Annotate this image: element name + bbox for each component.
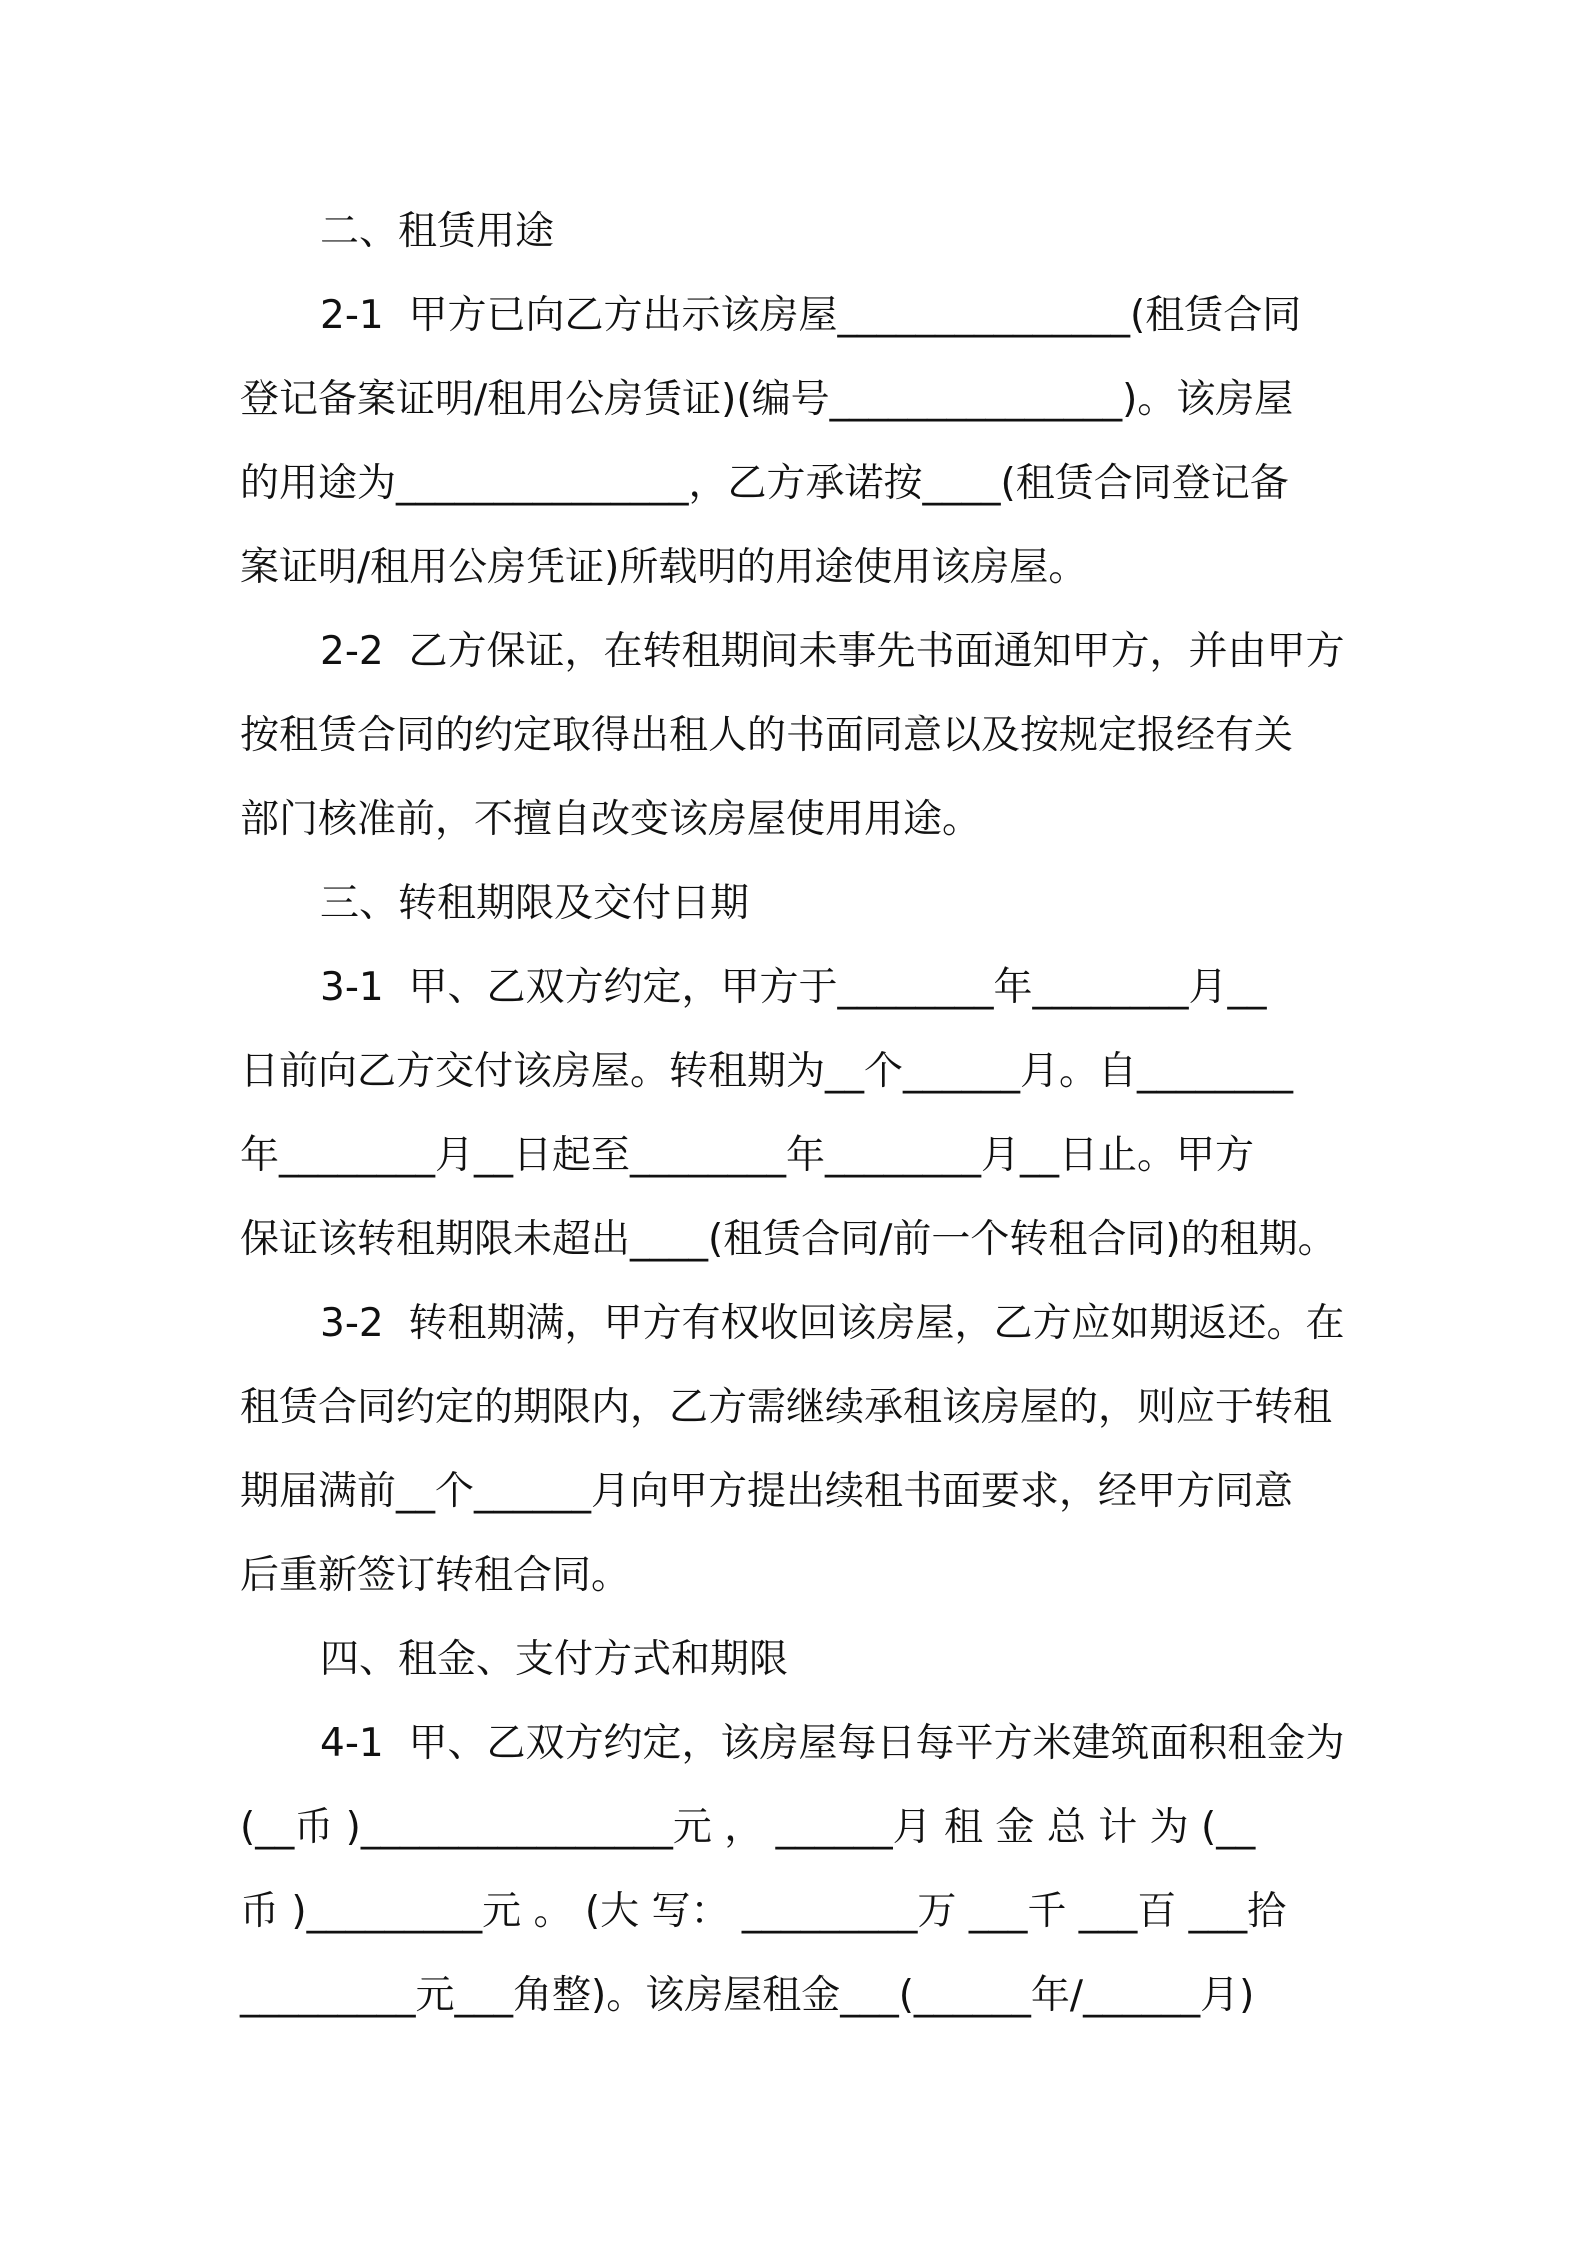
paragraph-3-1-line-1: 3-1 甲、乙双方约定，甲方于________年________月__ (320, 965, 1267, 1010)
paragraph-3-2-line-1: 3-2 转租期满，甲方有权收回该房屋，乙方应如期返还。在 (320, 1301, 1345, 1346)
paragraph-2-1-line-3: 的用途为_______________，乙方承诺按____(租赁合同登记备 (240, 461, 1289, 506)
paragraph-2-1-line-1: 2-1 甲方已向乙方出示该房屋_______________(租赁合同 (320, 293, 1302, 338)
paragraph-3-1-line-2: 日前向乙方交付该房屋。转租期为__个______月。自________ (240, 1049, 1294, 1094)
paragraph-2-2-line-1: 2-2 乙方保证，在转租期间未事先书面通知甲方，并由甲方 (320, 629, 1345, 674)
paragraph-4-1-line-1: 4-1 甲、乙双方约定，该房屋每日每平方米建筑面积租金为 (320, 1721, 1345, 1766)
section-heading-rental-purpose: 二、租赁用途 (320, 209, 555, 254)
paragraph-2-1-line-2: 登记备案证明/租用公房赁证)(编号_______________)。该房屋 (240, 377, 1294, 422)
paragraph-4-1-line-2: (__币 )________________元 ， ______月 租 金 总 计 为 (__ (240, 1805, 1256, 1850)
paragraph-4-1-line-3: 币 )_________元 。 (大 写： _________万 ___千 ___百 ___拾 (240, 1889, 1287, 1934)
paragraph-3-1-line-4: 保证该转租期限未超出____(租赁合同/前一个转租合同)的租期。 (240, 1217, 1337, 1262)
paragraph-3-2-line-4: 后重新签订转租合同。 (240, 1553, 631, 1598)
paragraph-4-1-line-4: _________元___角整)。该房屋租金___(______年/______月) (240, 1973, 1255, 2018)
contract-text-block (240, 190, 1360, 2038)
paragraph-2-2-line-2: 按租赁合同的约定取得出租人的书面同意以及按规定报经有关 (240, 713, 1294, 758)
paragraph-2-2-line-3: 部门核准前，不擅自改变该房屋使用用途。 (240, 797, 982, 842)
paragraph-2-1-line-4: 案证明/租用公房凭证)所载明的用途使用该房屋。 (240, 545, 1088, 590)
paragraph-3-2-line-3: 期届满前__个______月向甲方提出续租书面要求，经甲方同意 (240, 1469, 1294, 1514)
section-heading-rent-payment: 四、租金、支付方式和期限 (320, 1637, 789, 1682)
paragraph-3-2-line-2: 租赁合同约定的期限内，乙方需继续承租该房屋的，则应于转租 (240, 1385, 1333, 1430)
paragraph-3-1-line-3: 年________月__日起至________年________月__日止。甲方 (240, 1133, 1255, 1178)
section-heading-sublease-term: 三、转租期限及交付日期 (320, 881, 750, 926)
